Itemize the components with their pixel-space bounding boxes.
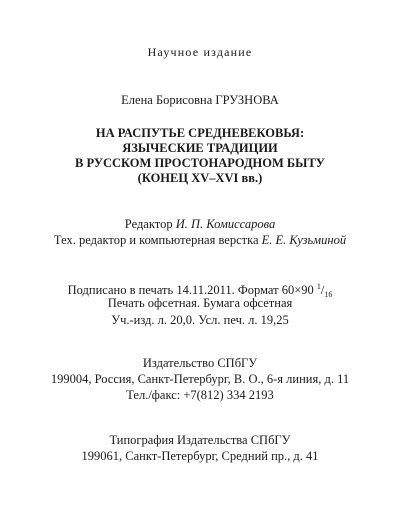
- book-title-line-2: ЯЗЫЧЕСКИЕ ТРАДИЦИИ: [122, 141, 278, 155]
- editor-credit: [0, 216, 400, 232]
- printer-name: Типография Издательства СПбГУ: [109, 433, 291, 447]
- book-title-line-4: (КОНЕЦ XV–XVI вв.): [137, 171, 263, 185]
- sheet-count: Уч.-изд. л. 20,0. Усл. печ. л. 19,25: [111, 313, 289, 327]
- book-title-line-3: В РУССКОМ ПРОСТОНАРОДНОМ БЫТУ: [75, 156, 325, 170]
- editor-label: Редактор: [124, 217, 176, 231]
- editor-name: И. П. Комиссарова: [175, 217, 276, 231]
- printer-address: 199061, Санкт-Петербург, Средний пр., д. 41: [81, 449, 319, 463]
- format-numerator: 1: [316, 282, 321, 291]
- tech-editor-name: Е. Е. Кузьминой: [261, 233, 347, 247]
- tech-editor-credit: [0, 232, 400, 248]
- format-denominator: 16: [324, 290, 333, 299]
- printing-type: Печать офсетная. Бумага офсетная: [107, 296, 293, 310]
- author-name: Елена Борисовна ГРУЗНОВА: [121, 93, 279, 107]
- tech-editor-label: Тех. редактор и компьютерная верстка: [53, 233, 262, 247]
- book-title-line-1: НА РАСПУТЬЕ СРЕДНЕВЕКОВЬЯ:: [95, 126, 305, 140]
- publisher-name: Издательство СПбГУ: [142, 356, 258, 370]
- publisher-address: 199004, Россия, Санкт-Петербург, В. О., 6-я линия, д. 11: [50, 372, 350, 386]
- edition-type: Научное издание: [147, 45, 253, 59]
- signed-text: Подписано в печать 14.11.2011. Формат 60×90: [67, 283, 317, 297]
- format-slash: /: [320, 283, 325, 297]
- publisher-phone: Тел./факс: +7(812) 334 2193: [126, 388, 274, 402]
